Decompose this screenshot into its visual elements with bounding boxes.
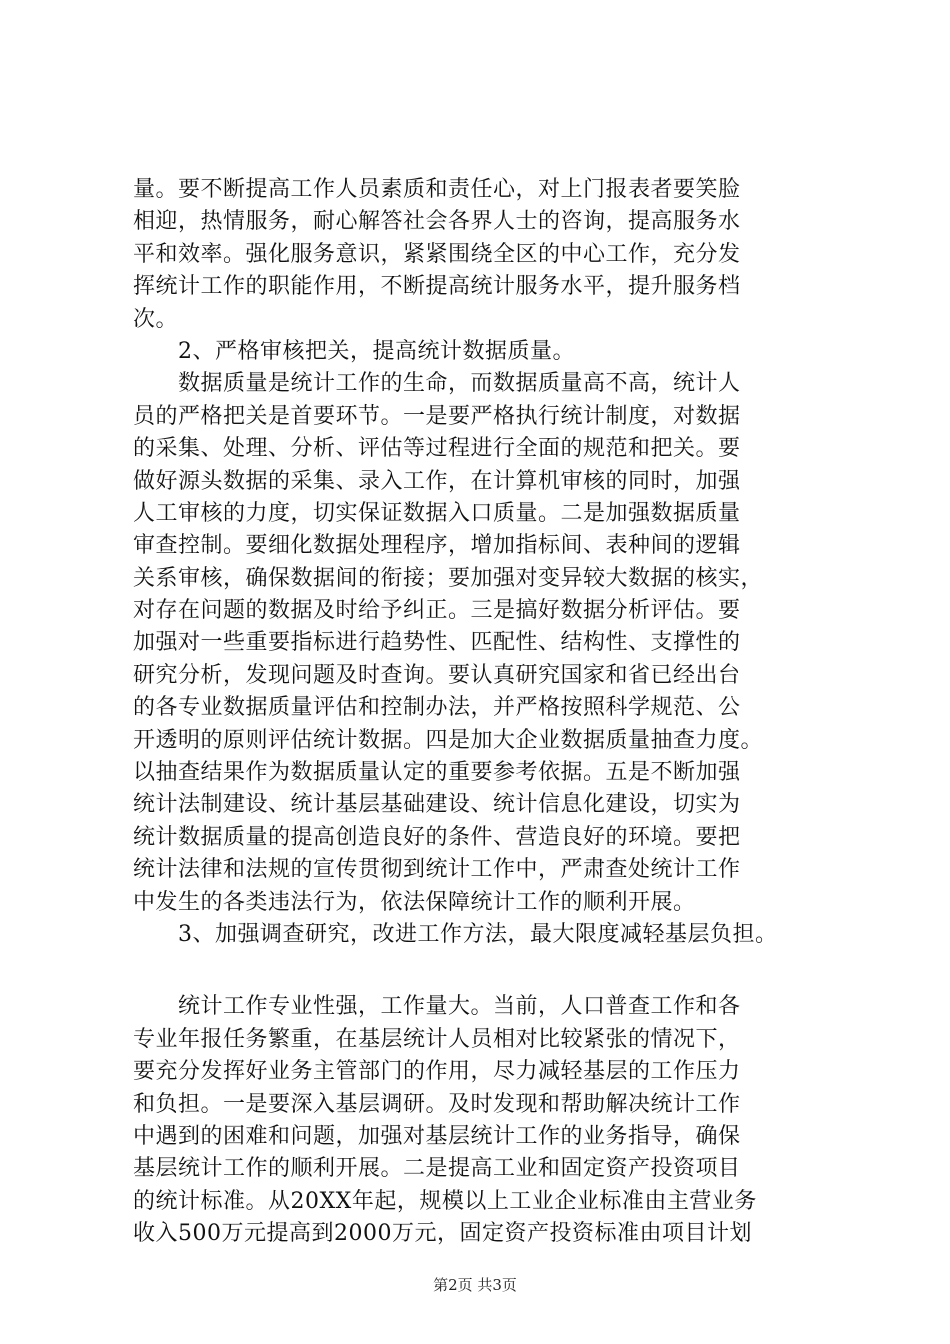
text-line: 研究分析，发现问题及时查询。要认真研究国家和省已经出台: [133, 662, 741, 688]
text-line: 统计数据质量的提高创造良好的条件、营造良好的环境。要把: [133, 824, 741, 850]
section-heading-3: 3、加强调查研究，改进工作方法，最大限度减轻基层负担。: [133, 921, 778, 947]
text-line: 要充分发挥好业务主管部门的作用，尽力减轻基层的工作压力: [133, 1059, 741, 1085]
text-line: 统计法律和法规的宣传贯彻到统计工作中，严肃查处统计工作: [133, 857, 741, 883]
text-line: 开透明的原则评估统计数据。四是加大企业数据质量抽查力度。: [133, 727, 764, 753]
text-line: 收入500万元提高到2000万元，固定资产投资标准由项目计划: [133, 1221, 752, 1247]
text-line: 关系审核，确保数据间的衔接；要加强对变异较大数据的核实，: [133, 565, 764, 591]
text-line: 做好源头数据的采集、录入工作，在计算机审核的同时，加强: [133, 468, 741, 494]
text-line: 统计法制建设、统计基层基础建设、统计信息化建设，切实为: [133, 792, 741, 818]
text-line: 平和效率。强化服务意识，紧紧围绕全区的中心工作，充分发: [133, 241, 741, 267]
text-line: 次。: [133, 306, 179, 332]
paragraph-gap: [133, 951, 853, 991]
text-line: 中遇到的困难和问题，加强对基层统计工作的业务指导，确保: [133, 1123, 741, 1149]
text-line: 专业年报任务繁重，在基层统计人员相对比较紧张的情况下，: [133, 1026, 741, 1052]
text-line: 的各专业数据质量评估和控制办法，并严格按照科学规范、公: [133, 695, 741, 721]
text-line: 加强对一些重要指标进行趋势性、匹配性、结构性、支撑性的: [133, 630, 741, 656]
text-line: 以抽查结果作为数据质量认定的重要参考依据。五是不断加强: [133, 760, 741, 786]
text-line: 人工审核的力度，切实保证数据入口质量。二是加强数据质量: [133, 500, 741, 526]
text-line: 员的严格把关是首要环节。一是要严格执行统计制度，对数据: [133, 403, 741, 429]
text-line: 和负担。一是要深入基层调研。及时发现和帮助解决统计工作: [133, 1091, 741, 1117]
text-line: 数据质量是统计工作的生命，而数据质量高不高，统计人: [133, 371, 741, 397]
text-line: 的采集、处理、分析、评估等过程进行全面的规范和把关。要: [133, 436, 741, 462]
document-body: [133, 174, 853, 1251]
text-line: 中发生的各类违法行为，依法保障统计工作的顺利开展。: [133, 889, 696, 915]
text-line: 的统计标准。从20XX年起，规模以上工业企业标准由主营业务: [133, 1188, 757, 1214]
text-line: 审查控制。要细化数据处理程序，增加指标间、表种间的逻辑: [133, 533, 741, 559]
page-footer: 第2页 共3页: [433, 1276, 517, 1294]
text-line: 基层统计工作的顺利开展。二是提高工业和固定资产投资项目: [133, 1156, 741, 1182]
text-line: 量。要不断提高工作人员素质和责任心，对上门报表者要笑脸: [133, 177, 741, 202]
text-line: 对存在问题的数据及时给予纠正。三是搞好数据分析评估。要: [133, 598, 741, 624]
text-line: 相迎，热情服务，耐心解答社会各界人士的咨询，提高服务水: [133, 209, 741, 235]
section-heading-2: 2、严格审核把关，提高统计数据质量。: [133, 338, 575, 364]
text-line: 统计工作专业性强，工作量大。当前，人口普查工作和各: [133, 994, 741, 1020]
text-line: 挥统计工作的职能作用，不断提高统计服务水平，提升服务档: [133, 274, 741, 300]
